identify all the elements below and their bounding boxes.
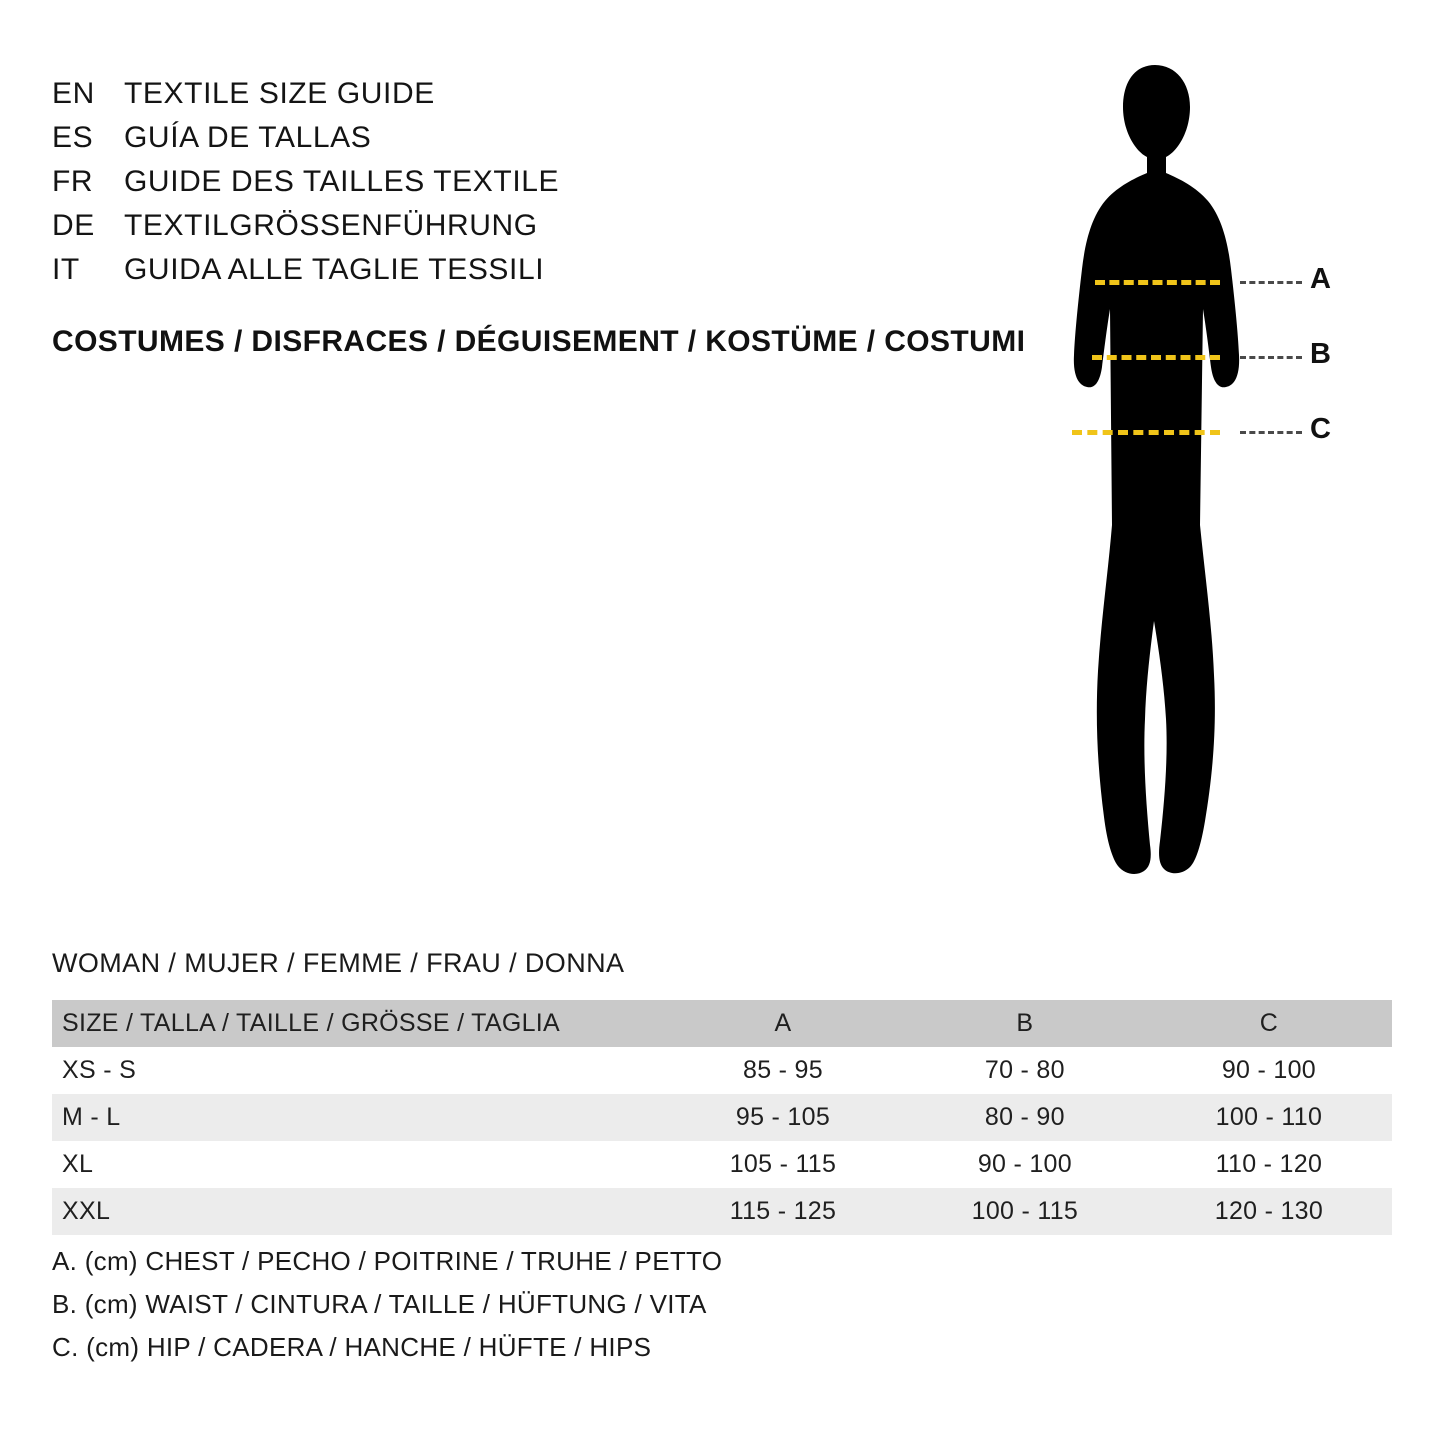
measure-line-c bbox=[1072, 430, 1220, 435]
language-row-it bbox=[52, 248, 952, 292]
language-code-en: EN bbox=[52, 77, 95, 110]
legend-line-a: A. (cm) CHEST / PECHO / POITRINE / TRUHE / PETTO bbox=[52, 1246, 723, 1276]
language-code-de: DE bbox=[52, 209, 95, 242]
measure-line-b bbox=[1092, 355, 1220, 360]
row-a: 105 - 115 bbox=[729, 1150, 837, 1178]
row-b: 70 - 80 bbox=[984, 1056, 1065, 1084]
legend-line-b: B. (cm) WAIST / CINTURA / TAILLE / HÜFTUNG / VITA bbox=[52, 1289, 707, 1319]
measure-label-b: B bbox=[1310, 338, 1331, 370]
table-header-size: SIZE / TALLA / TAILLE / GRÖSSE / TAGLIA bbox=[62, 1009, 561, 1037]
measure-label-c: C bbox=[1310, 413, 1331, 445]
measure-leader-a bbox=[1240, 281, 1302, 284]
table-row bbox=[52, 1047, 1392, 1094]
measure-line-a bbox=[1095, 280, 1220, 285]
table-header-b: B bbox=[1016, 1009, 1034, 1037]
costumes-subtitle: COSTUMES / DISFRACES / DÉGUISEMENT / KOSTÜME / COSTUMI bbox=[52, 325, 1026, 358]
row-size: M - L bbox=[62, 1103, 121, 1131]
language-row-es bbox=[52, 116, 952, 160]
row-b: 100 - 115 bbox=[971, 1197, 1079, 1225]
language-text-fr: GUIDE DES TAILLES TEXTILE bbox=[124, 165, 560, 198]
row-b: 80 - 90 bbox=[984, 1103, 1065, 1131]
row-c: 100 - 110 bbox=[1215, 1103, 1323, 1131]
language-row-fr bbox=[52, 160, 952, 204]
language-text-en: TEXTILE SIZE GUIDE bbox=[124, 77, 435, 110]
language-title-list bbox=[52, 72, 952, 292]
woman-silhouette-icon bbox=[1000, 55, 1400, 895]
language-code-it: IT bbox=[52, 253, 80, 286]
table-row bbox=[52, 1141, 1392, 1188]
language-text-de: TEXTILGRÖSSENFÜHRUNG bbox=[124, 209, 538, 242]
row-c: 120 - 130 bbox=[1214, 1197, 1324, 1225]
measurement-legend bbox=[52, 1240, 722, 1369]
language-row-de bbox=[52, 204, 952, 248]
table-header-c: C bbox=[1259, 1009, 1279, 1037]
row-a: 85 - 95 bbox=[742, 1056, 823, 1084]
row-a: 95 - 105 bbox=[735, 1103, 831, 1131]
row-c: 90 - 100 bbox=[1221, 1056, 1316, 1084]
table-row bbox=[52, 1094, 1392, 1141]
language-code-es: ES bbox=[52, 121, 94, 154]
table-header-a: A bbox=[774, 1009, 792, 1037]
table-caption: WOMAN / MUJER / FEMME / FRAU / DONNA bbox=[52, 948, 625, 978]
legend-line-c: C. (cm) HIP / CADERA / HANCHE / HÜFTE / HIPS bbox=[52, 1332, 652, 1362]
row-c: 110 - 120 bbox=[1215, 1150, 1323, 1178]
row-size: XS - S bbox=[62, 1056, 137, 1084]
language-code-fr: FR bbox=[52, 165, 94, 198]
size-table bbox=[52, 1000, 1392, 1235]
row-size: XL bbox=[62, 1150, 94, 1178]
measure-leader-c bbox=[1240, 431, 1302, 434]
language-row-en bbox=[52, 72, 952, 116]
row-a: 115 - 125 bbox=[729, 1197, 837, 1225]
table-header-row bbox=[52, 1000, 1392, 1047]
woman-silhouette-figure bbox=[1000, 55, 1400, 895]
measure-leader-b bbox=[1240, 356, 1302, 359]
measure-label-a: A bbox=[1310, 263, 1331, 295]
language-text-it: GUIDA ALLE TAGLIE TESSILI bbox=[124, 253, 545, 286]
row-b: 90 - 100 bbox=[977, 1150, 1072, 1178]
table-row bbox=[52, 1188, 1392, 1235]
language-text-es: GUÍA DE TALLAS bbox=[124, 121, 372, 154]
row-size: XXL bbox=[62, 1197, 111, 1225]
